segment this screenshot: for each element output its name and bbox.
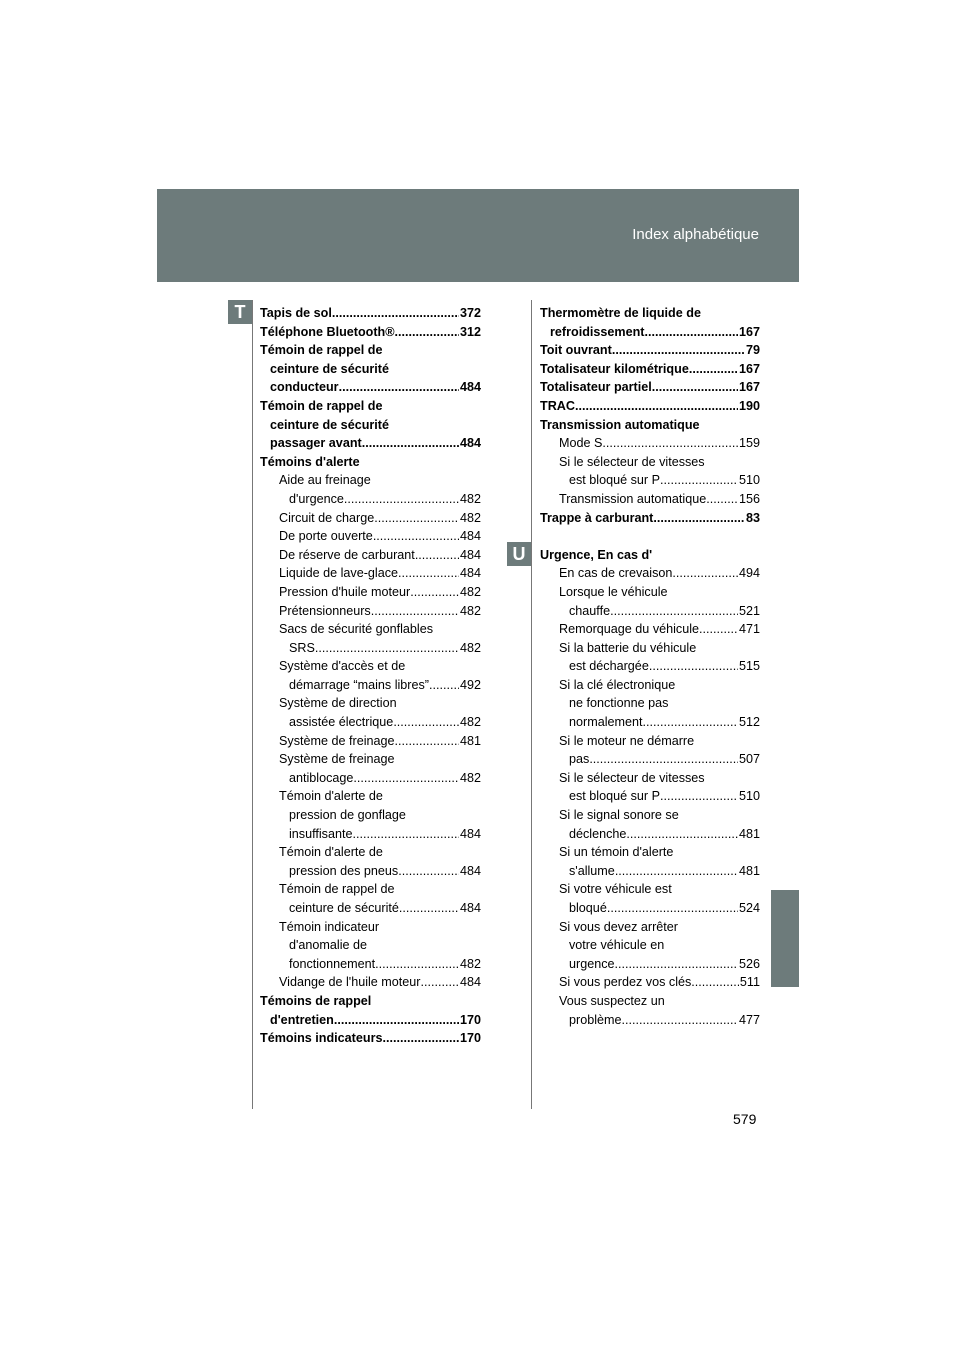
index-leader-dots <box>374 509 459 528</box>
index-entry-term: est bloqué sur P <box>569 473 661 488</box>
index-entry-term: d'entretien <box>270 1012 334 1027</box>
index-entry-page: 492 <box>459 677 481 692</box>
index-entry-page: 526 <box>738 956 760 971</box>
index-entry-page: 482 <box>459 770 481 785</box>
index-entry-term: Si le sélecteur de vitesses <box>559 770 705 785</box>
index-entry-term: assistée électrique <box>289 715 394 730</box>
page-header <box>157 189 799 282</box>
index-entry <box>540 416 760 435</box>
index-entry <box>260 806 481 825</box>
index-gap <box>540 527 760 546</box>
index-entry <box>540 620 760 639</box>
index-entry-page: 512 <box>738 715 760 730</box>
index-entry <box>540 918 760 937</box>
index-entry-term: ceinture de sécurité <box>270 417 389 432</box>
index-entry-page: 515 <box>738 659 760 674</box>
index-entry-term: antiblocage <box>289 770 354 785</box>
index-entry-page: 167 <box>738 380 760 395</box>
index-entry <box>260 918 481 937</box>
index-entry-term: s'allume <box>569 863 615 878</box>
index-entry-page: 471 <box>738 622 760 637</box>
index-entry <box>260 899 481 918</box>
index-entry <box>260 639 481 658</box>
index-entry-term: problème <box>569 1012 622 1027</box>
index-entry-term: Témoin de rappel de <box>279 882 395 897</box>
index-entry <box>260 825 481 844</box>
index-entry <box>540 769 760 788</box>
index-entry <box>260 769 481 788</box>
index-entry-term: Aide au freinage <box>279 473 371 488</box>
index-entry-term: Si le moteur ne démarre <box>559 733 695 748</box>
index-entry-page: 484 <box>459 436 481 451</box>
index-entry <box>260 732 481 751</box>
index-entry-page: 481 <box>738 863 760 878</box>
index-entry-term: Lorsque le véhicule <box>559 584 668 599</box>
index-entry-page: 481 <box>738 826 760 841</box>
index-entry-page: 482 <box>459 603 481 618</box>
index-leader-dots <box>399 899 459 918</box>
index-entry <box>260 490 481 509</box>
index-entry-page: 190 <box>738 398 760 413</box>
index-entry-page: 167 <box>738 361 760 376</box>
index-entry-term: Pression d'huile moteur <box>279 584 411 599</box>
index-entry-term: Circuit de charge <box>279 510 375 525</box>
index-leader-dots <box>615 955 738 974</box>
index-entry <box>540 564 760 583</box>
index-leader-dots <box>652 378 738 397</box>
index-entry-page: 484 <box>459 380 481 395</box>
index-entry <box>540 602 760 621</box>
index-leader-dots <box>689 360 738 379</box>
index-entry <box>540 732 760 751</box>
index-entry-term: passager avant. <box>270 436 366 451</box>
index-entry <box>540 546 760 565</box>
index-entry-term: pas <box>569 752 590 767</box>
index-entry-page: 482 <box>459 715 481 730</box>
index-leader-dots <box>421 973 459 992</box>
index-entry-term: pression de gonflage <box>289 808 406 823</box>
index-leader-dots <box>415 546 459 565</box>
index-entry-page: 372 <box>459 306 481 320</box>
index-entry <box>260 546 481 565</box>
index-entry-term: Témoins d'alerte <box>260 454 360 469</box>
index-entry <box>260 1029 481 1048</box>
index-entry <box>540 713 760 732</box>
index-entry <box>260 360 481 379</box>
index-entry <box>260 620 481 639</box>
index-leader-dots <box>382 1029 459 1048</box>
index-entry-page: 482 <box>459 956 481 971</box>
index-entry <box>540 862 760 881</box>
index-entry-term: Système de direction <box>279 696 397 711</box>
index-entry-page: 507 <box>738 752 760 767</box>
index-entry <box>540 676 760 695</box>
index-entry-term: Témoin d'alerte de <box>279 845 383 860</box>
index-leader-dots <box>660 787 738 806</box>
index-leader-dots <box>429 676 459 695</box>
index-entry <box>540 378 760 397</box>
index-leader-dots <box>393 713 459 732</box>
section-letter-t: T <box>228 300 252 324</box>
column-divider-middle <box>531 300 532 1109</box>
index-entry <box>260 453 481 472</box>
index-leader-dots <box>653 509 745 528</box>
index-leader-dots <box>344 490 459 509</box>
index-entry <box>540 694 760 713</box>
index-entry <box>540 825 760 844</box>
index-entry-page: 156 <box>738 491 760 506</box>
index-entry <box>540 341 760 360</box>
index-entry <box>540 360 760 379</box>
index-entry <box>540 899 760 918</box>
index-entry-term: ceinture de sécurité <box>270 361 389 376</box>
index-entry <box>540 806 760 825</box>
index-entry-page: 477 <box>738 1012 760 1027</box>
index-entry-term: De porte ouverte <box>279 529 373 544</box>
index-entry <box>260 880 481 899</box>
index-entry-term: Si vous perdez vos clés <box>559 975 692 990</box>
index-column-right <box>540 304 760 1029</box>
index-entry <box>540 397 760 416</box>
index-entry-term: Trappe à carburant <box>540 510 654 525</box>
section-letter-u: U <box>507 542 531 566</box>
index-entry <box>260 657 481 676</box>
index-entry <box>260 416 481 435</box>
index-entry <box>540 843 760 862</box>
index-leader-dots <box>602 434 738 453</box>
index-entry-term: Téléphone Bluetooth® <box>260 324 395 339</box>
index-leader-dots <box>626 825 738 844</box>
index-entry <box>260 955 481 974</box>
index-entry <box>260 564 481 583</box>
index-entry-term: Système de freinage <box>279 752 395 767</box>
index-entry-page: 484 <box>459 901 481 915</box>
index-leader-dots <box>353 769 459 788</box>
index-leader-dots <box>395 732 459 751</box>
index-entry <box>540 657 760 676</box>
index-entry-term: Si votre véhicule est <box>559 882 672 897</box>
index-entry <box>260 304 481 323</box>
index-entry-page: 159 <box>738 436 760 451</box>
index-entry-term: est bloqué sur P <box>569 789 661 804</box>
index-entry-term: TRAC <box>540 398 575 413</box>
index-entry-page: 484 <box>459 566 481 581</box>
index-entry-page: 510 <box>738 789 760 804</box>
index-entry <box>540 639 760 658</box>
index-entry <box>540 787 760 806</box>
index-entry <box>260 694 481 713</box>
index-entry-page: 511 <box>739 975 760 990</box>
index-entry-term: ne fonctionne pas <box>569 696 669 711</box>
index-entry <box>260 397 481 416</box>
index-entry-term: insuffisante <box>289 826 353 841</box>
index-leader-dots <box>622 1011 738 1030</box>
index-entry <box>260 602 481 621</box>
index-entry-page: 167 <box>738 324 760 339</box>
index-entry-term: Prétensionneurs <box>279 603 371 618</box>
index-entry-term: Totalisateur kilométrique <box>540 361 689 376</box>
index-leader-dots <box>610 602 738 621</box>
index-entry-page: 170 <box>459 1012 481 1027</box>
index-entry-term: Vidange de l'huile moteur <box>279 975 421 990</box>
index-entry <box>540 973 760 992</box>
index-entry-term: refroidissement <box>550 324 645 339</box>
index-leader-dots <box>371 602 459 621</box>
index-entry-term: urgence <box>569 956 615 971</box>
index-leader-dots <box>589 750 738 769</box>
index-entry <box>260 434 481 453</box>
index-entry-page: 484 <box>459 547 481 562</box>
index-entry-term: normalement <box>569 715 643 730</box>
index-entry-page: 79 <box>745 343 760 358</box>
index-leader-dots <box>672 564 738 583</box>
index-entry <box>260 676 481 695</box>
index-entry-term: Transmission automatique <box>540 417 700 432</box>
index-entry <box>260 323 481 342</box>
index-entry <box>260 862 481 881</box>
index-entry <box>260 527 481 546</box>
index-entry <box>260 378 481 397</box>
index-entry-term: De réserve de carburant <box>279 547 415 562</box>
index-entry-term: Tapis de sol <box>260 306 332 320</box>
index-entry <box>540 509 760 528</box>
index-leader-dots <box>615 862 738 881</box>
index-entry-term: déclenche <box>569 826 627 841</box>
index-entry-term: Si le sélecteur de vitesses <box>559 454 705 469</box>
index-leader-dots <box>365 434 459 453</box>
index-entry-page: 482 <box>459 640 481 655</box>
index-leader-dots <box>644 323 738 342</box>
index-entry-term: En cas de crevaison <box>559 566 673 581</box>
index-entry-page: 83 <box>745 510 760 525</box>
index-entry <box>540 1011 760 1030</box>
index-leader-dots <box>398 564 459 583</box>
index-entry-page: 494 <box>738 566 760 581</box>
index-leader-dots <box>332 304 459 323</box>
index-entry-page: 484 <box>459 529 481 544</box>
index-entry-term: Urgence, En cas d' <box>540 547 653 562</box>
header-title: Index alphabétique <box>632 226 759 243</box>
index-entry <box>540 936 760 955</box>
index-entry-term: bloqué <box>569 901 607 915</box>
index-entry-term: Totalisateur partiel <box>540 380 652 395</box>
index-entry-term: ceinture de sécurité <box>289 901 399 915</box>
index-leader-dots <box>395 323 459 342</box>
index-entry-term: Si vous devez arrêter <box>559 919 678 934</box>
index-leader-dots <box>352 825 459 844</box>
index-entry <box>260 583 481 602</box>
index-entry-page: 482 <box>459 510 481 525</box>
index-entry-term: Liquide de lave-glace <box>279 566 399 581</box>
index-entry <box>540 434 760 453</box>
index-entry-term: chauffe <box>569 603 611 618</box>
index-entry-term: d'anomalie de <box>289 938 368 953</box>
index-entry-term: Transmission automatique <box>559 491 707 506</box>
index-entry-term: Vous suspectez un <box>559 993 665 1008</box>
index-entry-term: Système d'accès et de <box>279 659 406 674</box>
index-leader-dots <box>339 378 459 397</box>
index-leader-dots <box>315 639 459 658</box>
index-entry-term: Sacs de sécurité gonflables <box>279 622 434 637</box>
index-leader-dots <box>691 973 739 992</box>
index-entry <box>260 750 481 769</box>
index-entry-term: d'urgence <box>289 491 344 506</box>
index-entry <box>260 936 481 955</box>
index-entry <box>540 880 760 899</box>
index-entry-page: 312 <box>459 324 481 339</box>
index-entry-page: 482 <box>459 584 481 599</box>
index-leader-dots <box>660 471 738 490</box>
index-entry-term: Si la clé électronique <box>559 677 676 692</box>
index-entry <box>540 583 760 602</box>
index-entry-page: 524 <box>738 901 760 915</box>
index-entry-term: conducteur <box>270 380 339 395</box>
index-leader-dots <box>410 583 459 602</box>
index-entry <box>260 787 481 806</box>
index-entry-term: Témoin de rappel de <box>260 343 383 358</box>
index-leader-dots <box>334 1011 459 1030</box>
index-entry-term: Témoins indicateurs <box>260 1031 383 1046</box>
index-column-left <box>260 304 481 1048</box>
index-entry-term: Si la batterie du véhicule <box>559 640 697 655</box>
index-entry-page: 481 <box>459 733 481 748</box>
index-leader-dots <box>643 713 738 732</box>
index-leader-dots <box>706 490 738 509</box>
index-entry-term: votre véhicule en <box>569 938 665 953</box>
index-entry <box>540 955 760 974</box>
index-entry-term: Témoin d'alerte de <box>279 789 383 804</box>
index-leader-dots <box>612 341 745 360</box>
index-entry-page: 170 <box>459 1031 481 1046</box>
index-entry-term: Mode S <box>559 436 603 451</box>
index-leader-dots <box>607 899 738 918</box>
index-entry-term: Témoin indicateur <box>279 919 380 934</box>
index-entry <box>260 843 481 862</box>
index-leader-dots <box>649 657 738 676</box>
index-entry-term: Système de freinage <box>279 733 395 748</box>
index-leader-dots <box>699 620 738 639</box>
index-entry-page: 482 <box>459 491 481 506</box>
index-leader-dots <box>575 397 738 416</box>
index-entry <box>260 471 481 490</box>
index-entry-page: 510 <box>738 473 760 488</box>
index-entry <box>540 750 760 769</box>
index-entry <box>540 323 760 342</box>
index-entry-term: Témoin de rappel de <box>260 398 383 413</box>
index-entry <box>260 1011 481 1030</box>
index-leader-dots <box>375 955 459 974</box>
index-entry-term: démarrage “mains libres” <box>289 677 429 692</box>
index-entry-term: Si le signal sonore se <box>559 808 679 823</box>
index-entry-page: 484 <box>459 975 481 990</box>
index-entry-term: SRS <box>289 640 315 655</box>
index-entry <box>540 490 760 509</box>
index-entry-term: Remorquage du véhicule <box>559 622 700 637</box>
index-entry-page: 484 <box>459 863 481 878</box>
index-entry <box>540 304 760 323</box>
index-entry-term: Témoins de rappel <box>260 993 372 1008</box>
index-entry-term: Si un témoin d'alerte <box>559 845 674 860</box>
index-entry-term: Thermomètre de liquide de <box>540 306 701 320</box>
index-entry <box>260 992 481 1011</box>
index-entry <box>540 471 760 490</box>
column-divider-left <box>252 300 253 1109</box>
index-entry-term: est déchargée <box>569 659 649 674</box>
index-entry <box>260 341 481 360</box>
section-side-tab <box>771 890 799 987</box>
index-leader-dots <box>373 527 459 546</box>
index-entry <box>260 973 481 992</box>
index-entry-page: 484 <box>459 826 481 841</box>
index-entry <box>540 992 760 1011</box>
index-entry-term: Toit ouvrant <box>540 343 612 358</box>
index-entry <box>260 713 481 732</box>
index-entry-page: 521 <box>738 603 760 618</box>
index-entry-term: pression des pneus <box>289 863 399 878</box>
index-leader-dots <box>398 862 459 881</box>
index-entry <box>540 453 760 472</box>
index-entry <box>260 509 481 528</box>
index-entry-term: fonctionnement <box>289 956 376 971</box>
page-number: 579 <box>733 1111 757 1127</box>
